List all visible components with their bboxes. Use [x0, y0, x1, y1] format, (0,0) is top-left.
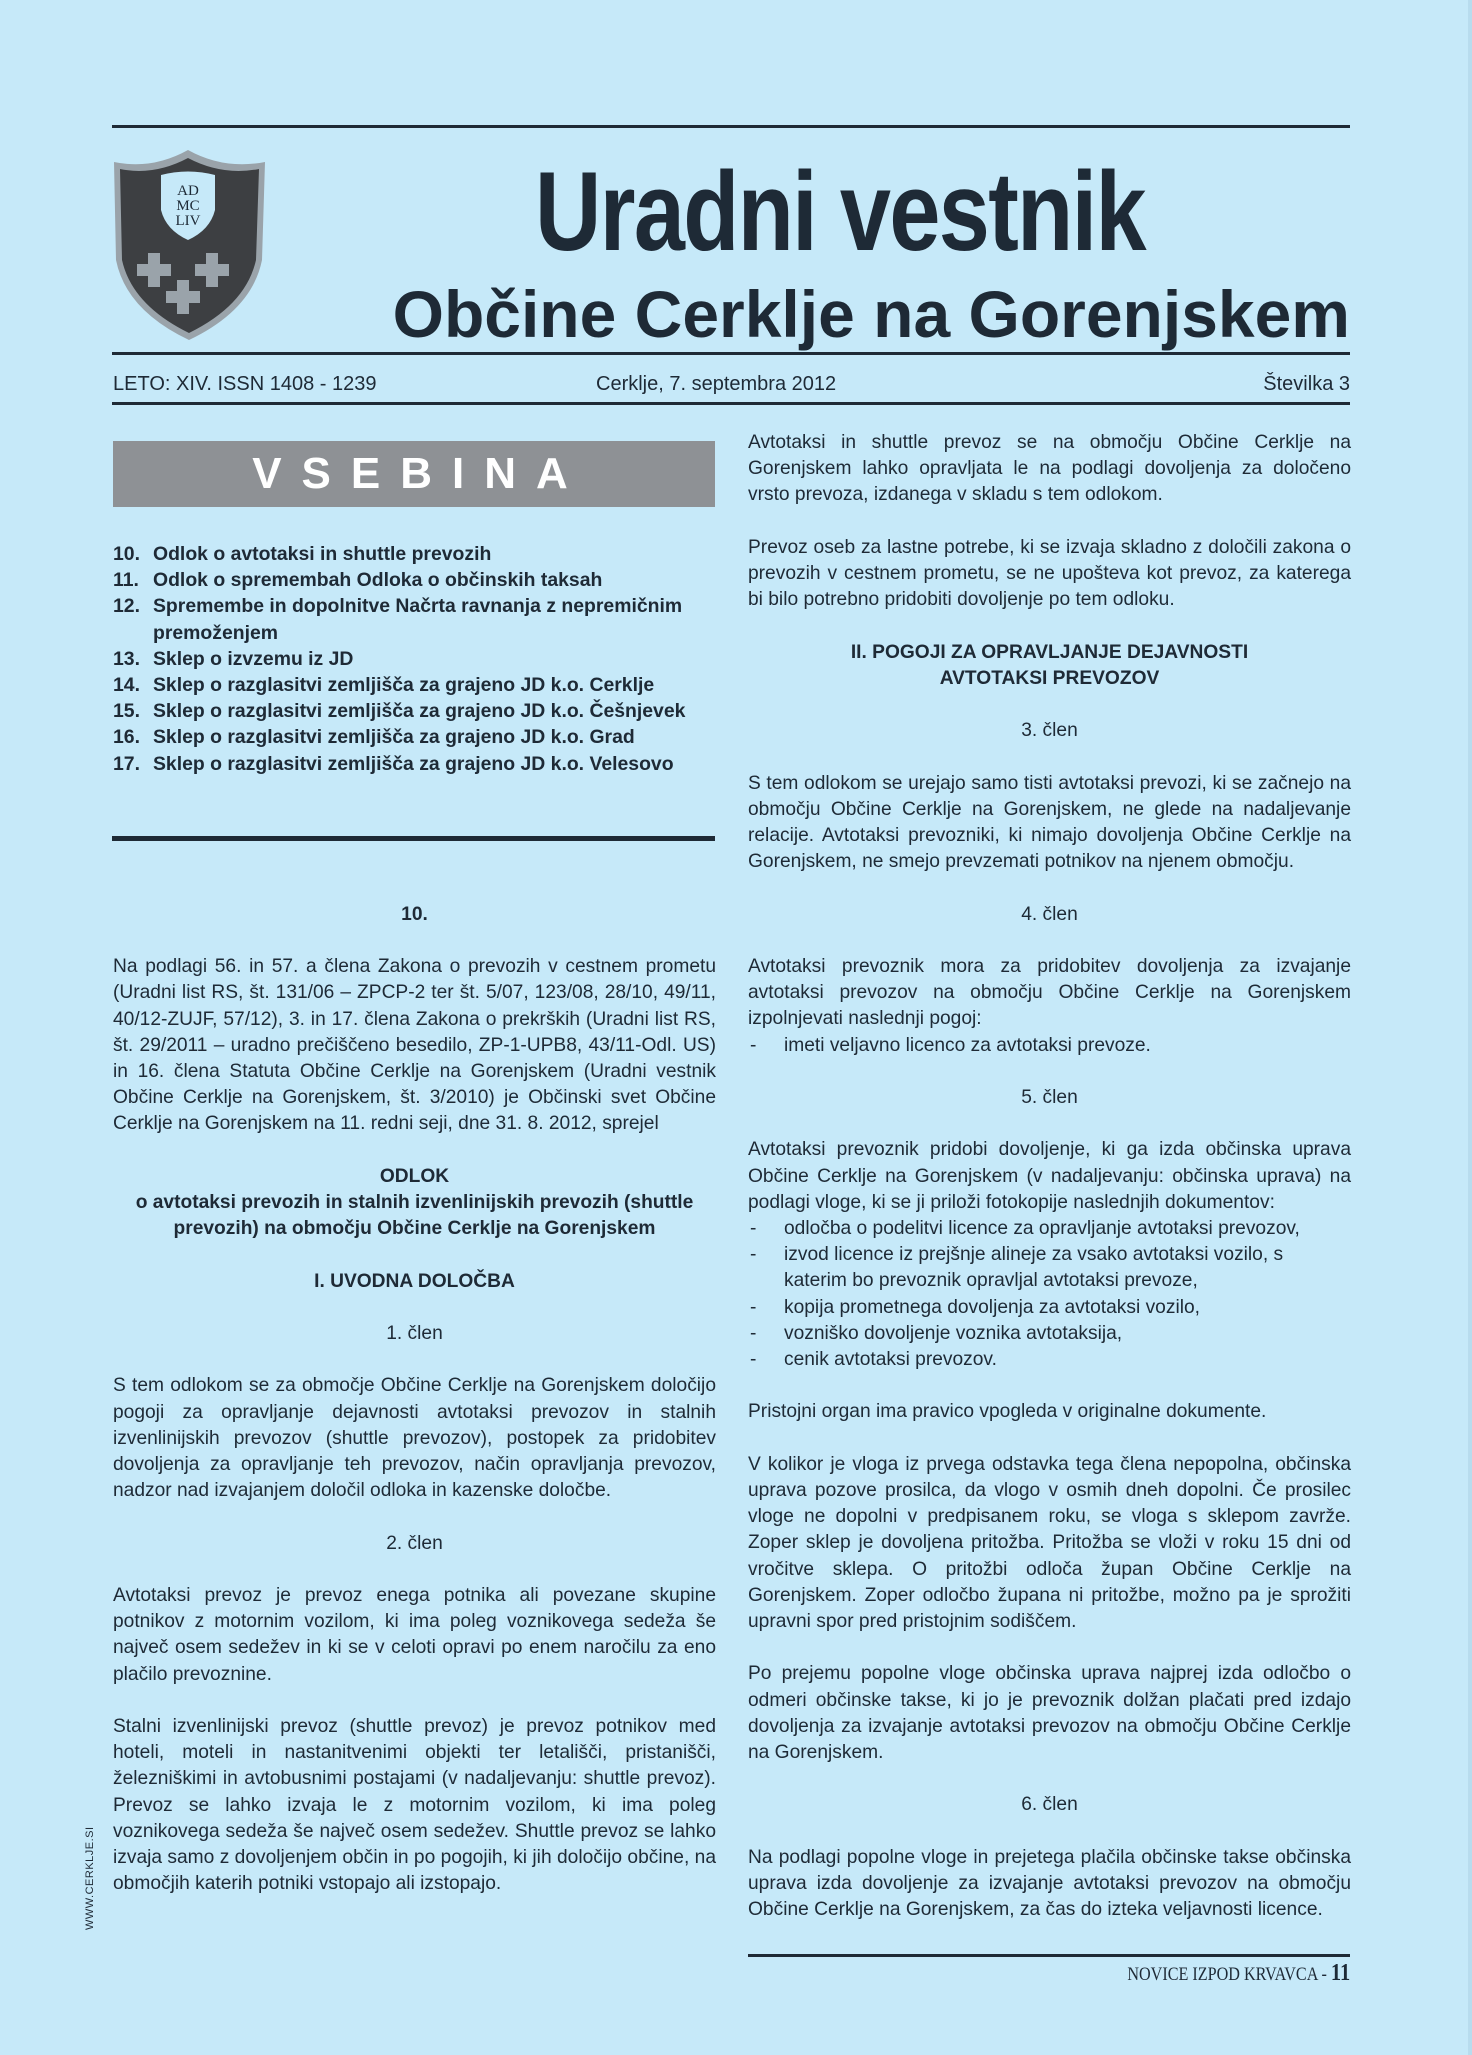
- list-item: [748, 1321, 1351, 1347]
- article-heading: 5. člen: [1021, 1086, 1078, 1108]
- decree-subtitle: o avtotaksi prevozih in stalnih izvenlinijskih prevozih (shuttle prevozih) na območju Občine Cerklje na Gorenjskem: [135, 1192, 694, 1240]
- year-issn: LETO: XIV. ISSN 1408 - 1239: [113, 373, 377, 395]
- contents-item[interactable]: [113, 724, 723, 750]
- logo-text-line-1: AD: [177, 183, 199, 199]
- contents-item[interactable]: [113, 541, 723, 567]
- logo-text-line-3: LIV: [175, 213, 201, 229]
- footer-publication: NOVICE IZPOD KRVAVCA -: [1127, 1964, 1331, 1985]
- masthead-rule: [112, 352, 1350, 355]
- contents-item-number: 15.: [113, 700, 140, 723]
- chapter-heading: I. UVODNA DOLOČBA: [314, 1270, 515, 1292]
- right-column: [748, 430, 1351, 1950]
- article-paragraph: Na podlagi popolne vloge in prejetega plačila občinske takse občinska uprava izda dovoljenje za izvajanje avtotaksi prevozov na območju Občine Cerklje na Gorenjskem, za čas do izteka veljavnosti licence.: [748, 1846, 1351, 1921]
- list-item: [748, 1347, 1351, 1373]
- contents-item-text: Odlok o spremembah Odloka o občinskih taksah: [153, 569, 603, 592]
- article-paragraph: Prevoz oseb za lastne potrebe, ki se izvaja skladno z določili zakona o prevozih v cestnem prometu, se ne upošteva kot prevoz, za katerega bi bilo potrebno pridobiti dovoljenje po tem odloku.: [748, 536, 1351, 611]
- page-footer: [1127, 1961, 1350, 1987]
- contents-item[interactable]: [113, 646, 723, 672]
- article-paragraph: V kolikor je vloga iz prvega odstavka tega člena nepopolna, občinska uprava pozove prosilca, da vlogo v osmih dneh dopolni. Če prosilec vloge ne dopolni v predpisanem roku, se vloga s sklepom zavrže. Zoper sklep je dovoljena pritožba. Pritožba se vloži v roku 15 dni od vročitve sklepa. O pritožbi odloča župan Občine Cerklje na Gorenjskem. Zoper odločbo župana ni pritožbe, možno pa je sprožiti upravni spor pred pristojnim sodiščem.: [748, 1453, 1351, 1632]
- contents-item-text: Sklep o razglasitvi zemljišča za grajeno JD k.o. Cerklje: [153, 674, 655, 697]
- contents-item-text: Spremembe in dopolnitve Načrta ravnanja z nepremičnim premoženjem: [153, 595, 683, 644]
- contents-title: VSEBINA: [252, 449, 588, 498]
- contents-item-text: Odlok o avtotaksi in shuttle prevozih: [153, 543, 492, 565]
- dash-bullet-icon: -: [750, 1348, 757, 1370]
- contents-item-text: Sklep o razglasitvi zemljišča za grajeno JD k.o. Češnjevek: [153, 700, 686, 723]
- contents-item-text: Sklep o izvzemu iz JD: [153, 647, 354, 670]
- dash-bullet-icon: -: [750, 1034, 757, 1056]
- info-rule: [112, 402, 1350, 405]
- article-paragraph: Avtotaksi in shuttle prevoz se na območju Občine Cerklje na Gorenjskem lahko opravljata le na podlagi dovoljenja za določeno vrsto prevoza, izdanega v skladu s tem odlokom.: [748, 432, 1351, 506]
- contents-item-number: 17.: [113, 752, 140, 775]
- dash-bullet-icon: -: [750, 1244, 757, 1266]
- article-heading: 2. člen: [386, 1532, 443, 1554]
- contents-item[interactable]: [113, 567, 723, 593]
- contents-item-number: 10.: [113, 543, 140, 565]
- list-item: [748, 1033, 1351, 1059]
- dash-bullet-icon: -: [750, 1322, 757, 1344]
- contents-item[interactable]: [113, 672, 723, 698]
- place-date: Cerklje, 7. septembra 2012: [596, 373, 837, 395]
- top-rule: [112, 125, 1350, 128]
- left-column: [113, 902, 716, 1924]
- page-edge: [1468, 0, 1472, 2055]
- article-paragraph: Stalni izvenlinijski prevoz (shuttle prevoz) je prevoz potnikov med hoteli, moteli in nastanitvenimi objekti ter letališči, pristanišči, železniškimi in avtobusnimi postajami (v nadaljevanju: shuttle prevoz). Prevoz se lahko izvaja le z motornim vozilom, ki ima poleg voznikovega sedeža še največ osem sedežev. Shuttle prevoz se lahko izvaja samo z dovoljenjem občin in po pogojih, ki jih določijo občine, na območjih katerih potniki vstopajo ali izstopajo.: [113, 1715, 716, 1895]
- preamble: Na podlagi 56. in 57. a člena Zakona o prevozih v cestnem prometu (Uradni list RS, št. 131/06 – ZPCP-2 ter št. 5/07, 123/08, 28/10, 49/11, 40/12-ZUJF, 57/12), 3. in 17. člena Zakona o prekrških (Uradni list RS, št. 29/2011 – uradno prečiščeno besedilo, ZP-1-UPB8, 43/11-Odl. US) in 16. člena Statuta Občine Cerklje na Gorenjskem (Uradni vestnik Občine Cerklje na Gorenjskem, št. 3/2010) je Občinski svet Občine Cerklje na Gorenjskem na 11. redni seji, dne 31. 8. 2012, sprejel: [113, 956, 716, 1135]
- article-paragraph: S tem odlokom se urejajo samo tisti avtotaksi prevozi, ki se začnejo na območju Občine Cerklje na Gorenjskem, ne glede na nadaljevanje relacije. Avtotaksi prevozniki, ki nimajo dovoljenja Občine Cerklje na Gorenjskem, ne smejo prevzemati potnikov na njenem območju.: [748, 772, 1351, 873]
- contents-item-number: 13.: [113, 647, 140, 670]
- contents-item[interactable]: [113, 698, 723, 724]
- page-number: 11: [1330, 1960, 1350, 1986]
- publication-subtitle: Občine Cerklje na Gorenjskem: [392, 277, 1350, 351]
- contents-item-number: 16.: [113, 726, 140, 749]
- list-item-text: imeti veljavno licenco za avtotaksi prevoze.: [784, 1034, 1151, 1056]
- list-item-text: kopija prometnega dovoljenja za avtotaksi vozilo,: [784, 1296, 1200, 1318]
- contents-bottom-rule: [112, 836, 715, 841]
- list-item-text: odločba o podelitvi licence za opravljanje avtotaksi prevozov,: [784, 1217, 1300, 1239]
- article-paragraph: S tem odlokom se za območje Občine Cerklje na Gorenjskem določijo pogoji za opravljanje dejavnosti avtotaksi prevozov in stalnih izvenlinijskih prevozov (shuttle prevozov), postopek za pridobitev dovoljenja za opravljanje teh prevozov, način opravljanja prevozov, nadzor nad izvajanjem določil odloka in kazenske določbe.: [113, 1375, 716, 1502]
- list-item: [748, 1216, 1351, 1242]
- dash-bullet-icon: -: [750, 1217, 757, 1239]
- article-list: [748, 1033, 1351, 1059]
- list-item-text: vozniško dovoljenje voznika avtotaksija,: [784, 1322, 1123, 1344]
- dash-bullet-icon: -: [750, 1296, 757, 1318]
- article-paragraph: Pristojni organ ima pravico vpogleda v originalne dokumente.: [748, 1401, 1267, 1423]
- contents-list: [113, 541, 723, 777]
- footer-rule: [748, 1954, 1350, 1957]
- chapter-heading: II. POGOJI ZA OPRAVLJANJE DEJAVNOSTI AVTOTAKSI PREVOZOV: [850, 641, 1249, 689]
- contents-item-number: 11.: [113, 569, 139, 592]
- contents-header-box: [113, 441, 715, 507]
- section-number: 10.: [401, 904, 428, 925]
- contents-item[interactable]: [113, 593, 723, 645]
- article-list: [748, 1216, 1351, 1373]
- article-paragraph: Po prejemu popolne vloge občinska uprava najprej izda odločbo o odmeri občinske takse, ki jo je prevoznik dolžan plačati pred izdajo dovoljenja za izvajanje avtotaksi prevozov na območju Občine Cerklje na Gorenjskem.: [748, 1663, 1351, 1763]
- contents-item-number: 14.: [113, 674, 140, 697]
- contents-item-text: Sklep o razglasitvi zemljišča za grajeno JD k.o. Grad: [153, 726, 635, 749]
- article-heading: 1. člen: [386, 1323, 443, 1344]
- website-link[interactable]: WWW.CERKLJE.SI: [84, 1826, 96, 1930]
- article-paragraph: Avtotaksi prevoz je prevoz enega potnika ali povezane skupine potnikov z motornim vozilom, ki ima poleg voznikovega sedeža še največ osem sedežev in ki se v celoti opravi po enem naročilu za eno plačilo prevoznine.: [113, 1584, 716, 1685]
- article-paragraph: Avtotaksi prevoznik mora za pridobitev dovoljenja za izvajanje avtotaksi prevozov na območju Občine Cerklje na Gorenjskem izpolnjevati naslednji pogoj:: [748, 955, 1351, 1030]
- list-item: [748, 1242, 1351, 1294]
- contents-item-text: Sklep o razglasitvi zemljišča za grajeno JD k.o. Velesovo: [153, 752, 674, 775]
- publication-title: Uradni vestnik: [535, 149, 1145, 274]
- article-paragraph: Avtotaksi prevoznik pridobi dovoljenje, ki ga izda občinska uprava Občine Cerklje na Gorenjskem (v nadaljevanju: občinska uprava) na podlagi vloge, ki se ji priloži fotokopije naslednjih dokumentov:: [748, 1139, 1351, 1213]
- list-item-text: izvod licence iz prejšnje alineje za vsako avtotaksi vozilo, s katerim bo prevoznik opravljal avtotaksi prevoze,: [784, 1244, 1284, 1292]
- issue-number: Številka 3: [1263, 373, 1350, 395]
- article-heading: 3. člen: [1021, 720, 1078, 742]
- list-item-text: cenik avtotaksi prevozov.: [784, 1348, 997, 1370]
- contents-item-number: 12.: [113, 595, 140, 618]
- list-item: [748, 1295, 1351, 1321]
- article-heading: 6. člen: [1021, 1794, 1078, 1816]
- article-heading: 4. člen: [1021, 903, 1078, 925]
- decree-title: ODLOK: [379, 1165, 450, 1187]
- contents-item[interactable]: [113, 751, 723, 777]
- coat-of-arms-shield-icon: [112, 150, 267, 340]
- logo-text-line-2: MC: [176, 198, 200, 214]
